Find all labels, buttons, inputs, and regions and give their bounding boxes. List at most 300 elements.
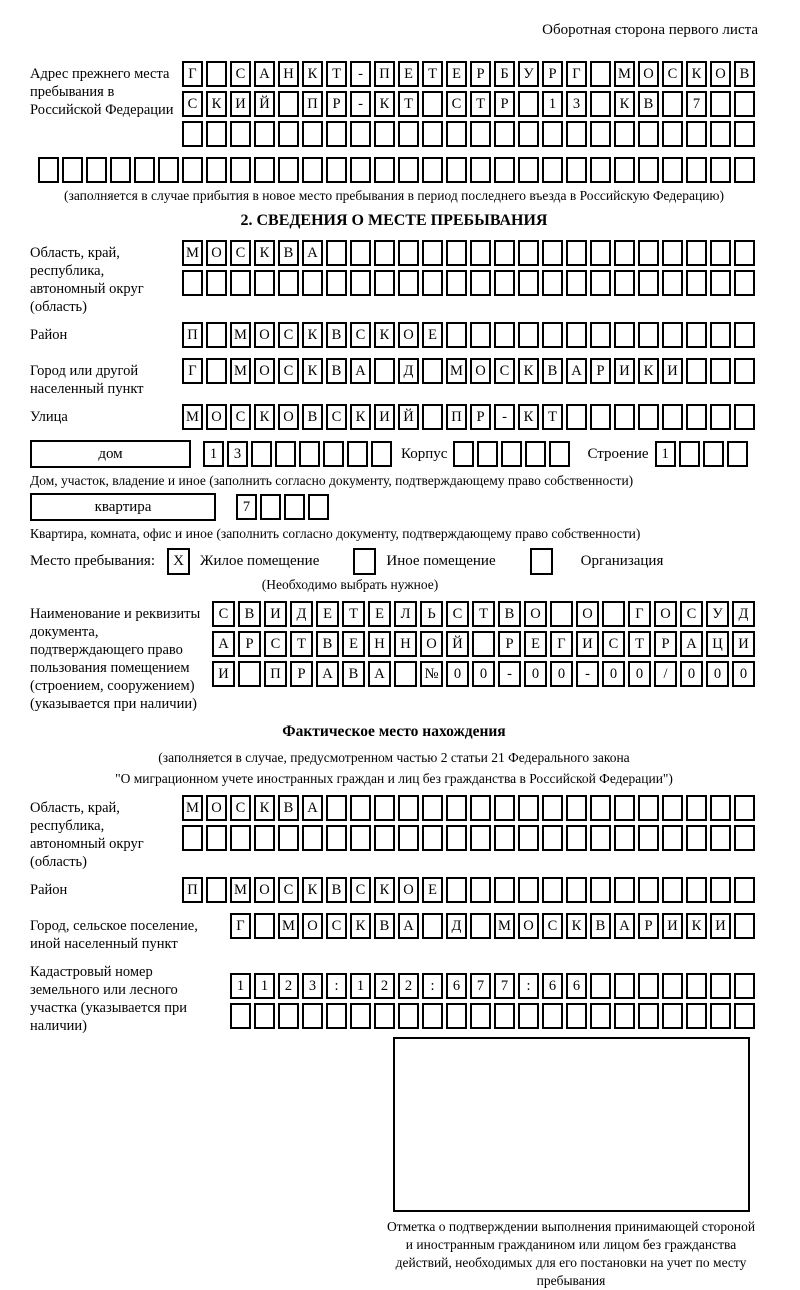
char-box[interactable]: 0 (706, 661, 729, 687)
char-box[interactable]: П (182, 877, 203, 903)
char-box[interactable]: К (614, 91, 635, 117)
char-box[interactable] (566, 877, 587, 903)
char-box[interactable] (566, 1003, 587, 1029)
char-box[interactable] (206, 270, 227, 296)
char-box[interactable]: 7 (686, 91, 707, 117)
char-box[interactable] (446, 877, 467, 903)
char-box[interactable]: Р (638, 913, 659, 939)
char-box[interactable] (446, 322, 467, 348)
char-box[interactable] (470, 913, 491, 939)
char-box[interactable] (374, 240, 395, 266)
char-box[interactable]: В (374, 913, 395, 939)
char-box[interactable]: Г (566, 61, 587, 87)
char-box[interactable] (398, 240, 419, 266)
char-box[interactable] (710, 270, 731, 296)
char-box[interactable]: Е (342, 631, 365, 657)
char-box[interactable] (686, 877, 707, 903)
char-box[interactable]: 1 (254, 973, 275, 999)
char-box[interactable]: А (316, 661, 339, 687)
char-box[interactable]: Н (368, 631, 391, 657)
char-box[interactable]: К (518, 404, 539, 430)
char-box[interactable] (566, 240, 587, 266)
checkbox-inoe[interactable] (353, 548, 376, 575)
char-box[interactable] (662, 795, 683, 821)
char-box[interactable] (638, 795, 659, 821)
char-box[interactable] (206, 825, 227, 851)
char-box[interactable]: Й (398, 404, 419, 430)
char-box[interactable] (727, 441, 748, 467)
char-box[interactable] (230, 157, 251, 183)
char-box[interactable] (662, 157, 683, 183)
char-box[interactable] (590, 825, 611, 851)
char-box[interactable] (590, 61, 611, 87)
char-box[interactable] (614, 121, 635, 147)
char-box[interactable] (326, 1003, 347, 1029)
char-box[interactable]: Р (326, 91, 347, 117)
char-box[interactable] (182, 270, 203, 296)
char-box[interactable] (230, 121, 251, 147)
char-box[interactable] (638, 877, 659, 903)
char-box[interactable] (638, 404, 659, 430)
char-box[interactable]: 2 (278, 973, 299, 999)
char-box[interactable] (542, 322, 563, 348)
char-box[interactable]: И (230, 91, 251, 117)
char-box[interactable] (182, 121, 203, 147)
char-box[interactable] (350, 825, 371, 851)
char-box[interactable] (453, 441, 474, 467)
char-box[interactable] (734, 877, 755, 903)
char-box[interactable]: А (302, 795, 323, 821)
char-box[interactable]: И (732, 631, 755, 657)
char-box[interactable] (525, 441, 546, 467)
char-box[interactable]: О (518, 913, 539, 939)
char-box[interactable]: Т (342, 601, 365, 627)
char-box[interactable]: 3 (227, 441, 248, 467)
char-box[interactable]: И (662, 913, 683, 939)
char-box[interactable] (477, 441, 498, 467)
char-box[interactable]: Т (470, 91, 491, 117)
char-box[interactable] (542, 795, 563, 821)
char-box[interactable]: В (278, 240, 299, 266)
char-box[interactable] (614, 795, 635, 821)
char-box[interactable] (590, 1003, 611, 1029)
char-box[interactable] (278, 121, 299, 147)
char-box[interactable]: 1 (350, 973, 371, 999)
char-box[interactable] (398, 270, 419, 296)
char-box[interactable]: А (302, 240, 323, 266)
char-box[interactable]: С (494, 358, 515, 384)
char-box[interactable] (710, 877, 731, 903)
char-box[interactable]: В (316, 631, 339, 657)
char-box[interactable]: С (278, 358, 299, 384)
char-box[interactable] (686, 358, 707, 384)
char-box[interactable] (686, 404, 707, 430)
char-box[interactable] (638, 270, 659, 296)
char-box[interactable] (278, 157, 299, 183)
char-box[interactable]: 7 (470, 973, 491, 999)
char-box[interactable] (374, 121, 395, 147)
char-box[interactable] (614, 240, 635, 266)
char-box[interactable] (470, 270, 491, 296)
char-box[interactable] (494, 240, 515, 266)
char-box[interactable] (710, 121, 731, 147)
char-box[interactable] (614, 322, 635, 348)
char-box[interactable] (638, 825, 659, 851)
char-box[interactable]: Р (238, 631, 261, 657)
char-box[interactable]: Р (654, 631, 677, 657)
char-box[interactable]: А (398, 913, 419, 939)
char-box[interactable] (710, 795, 731, 821)
char-box[interactable]: Г (550, 631, 573, 657)
char-box[interactable] (260, 494, 281, 520)
checkbox-zhiloe[interactable]: X (167, 548, 190, 575)
char-box[interactable] (302, 270, 323, 296)
char-box[interactable] (374, 157, 395, 183)
char-box[interactable] (710, 240, 731, 266)
char-box[interactable] (734, 913, 755, 939)
char-box[interactable]: 6 (542, 973, 563, 999)
char-box[interactable]: - (576, 661, 599, 687)
char-box[interactable] (566, 121, 587, 147)
char-box[interactable]: С (230, 404, 251, 430)
char-box[interactable]: С (446, 601, 469, 627)
char-box[interactable] (734, 358, 755, 384)
char-box[interactable]: О (654, 601, 677, 627)
char-box[interactable]: М (182, 404, 203, 430)
char-box[interactable]: 3 (302, 973, 323, 999)
char-box[interactable] (302, 1003, 323, 1029)
char-box[interactable] (734, 157, 755, 183)
char-box[interactable] (302, 825, 323, 851)
char-box[interactable] (542, 270, 563, 296)
char-box[interactable]: В (326, 877, 347, 903)
char-box[interactable]: К (638, 358, 659, 384)
char-box[interactable]: В (238, 601, 261, 627)
char-box[interactable]: 7 (236, 494, 257, 520)
char-box[interactable] (350, 1003, 371, 1029)
char-box[interactable] (614, 973, 635, 999)
char-box[interactable] (549, 441, 570, 467)
char-box[interactable]: М (230, 358, 251, 384)
char-box[interactable] (542, 825, 563, 851)
char-box[interactable]: Р (542, 61, 563, 87)
char-box[interactable] (542, 121, 563, 147)
char-box[interactable]: М (614, 61, 635, 87)
char-box[interactable] (614, 404, 635, 430)
char-box[interactable]: О (524, 601, 547, 627)
char-box[interactable]: 1 (655, 441, 676, 467)
char-box[interactable] (686, 795, 707, 821)
char-box[interactable]: 0 (524, 661, 547, 687)
char-box[interactable] (398, 825, 419, 851)
char-box[interactable]: А (212, 631, 235, 657)
char-box[interactable] (638, 240, 659, 266)
char-box[interactable]: Г (182, 61, 203, 87)
char-box[interactable]: А (566, 358, 587, 384)
char-box[interactable] (422, 91, 443, 117)
char-box[interactable]: - (350, 91, 371, 117)
char-box[interactable]: К (350, 404, 371, 430)
char-box[interactable]: С (278, 877, 299, 903)
char-box[interactable]: Р (498, 631, 521, 657)
char-box[interactable] (347, 441, 368, 467)
char-box[interactable]: Л (394, 601, 417, 627)
char-box[interactable] (662, 825, 683, 851)
char-box[interactable]: Р (290, 661, 313, 687)
char-box[interactable]: К (686, 61, 707, 87)
char-box[interactable]: Р (494, 91, 515, 117)
char-box[interactable]: О (254, 358, 275, 384)
char-box[interactable]: П (446, 404, 467, 430)
char-box[interactable] (470, 825, 491, 851)
char-box[interactable] (299, 441, 320, 467)
char-box[interactable] (494, 877, 515, 903)
char-box[interactable] (494, 322, 515, 348)
char-box[interactable] (734, 825, 755, 851)
char-box[interactable] (470, 240, 491, 266)
char-box[interactable] (446, 795, 467, 821)
char-box[interactable]: М (230, 877, 251, 903)
char-box[interactable] (734, 322, 755, 348)
char-box[interactable] (446, 270, 467, 296)
char-box[interactable]: Г (230, 913, 251, 939)
char-box[interactable] (638, 973, 659, 999)
char-box[interactable] (398, 157, 419, 183)
char-box[interactable]: 1 (203, 441, 224, 467)
char-box[interactable]: Е (422, 322, 443, 348)
char-box[interactable] (158, 157, 179, 183)
char-box[interactable] (542, 877, 563, 903)
char-box[interactable] (590, 91, 611, 117)
char-box[interactable]: О (398, 877, 419, 903)
char-box[interactable]: П (374, 61, 395, 87)
char-box[interactable]: О (710, 61, 731, 87)
char-box[interactable]: О (470, 358, 491, 384)
char-box[interactable]: В (326, 322, 347, 348)
char-box[interactable]: Ц (706, 631, 729, 657)
char-box[interactable]: М (278, 913, 299, 939)
char-box[interactable] (254, 1003, 275, 1029)
char-box[interactable]: Б (494, 61, 515, 87)
char-box[interactable]: 6 (446, 973, 467, 999)
char-box[interactable] (703, 441, 724, 467)
char-box[interactable] (662, 91, 683, 117)
char-box[interactable] (394, 661, 417, 687)
char-box[interactable]: А (680, 631, 703, 657)
char-box[interactable]: О (302, 913, 323, 939)
char-box[interactable] (470, 121, 491, 147)
char-box[interactable] (734, 121, 755, 147)
char-box[interactable] (422, 913, 443, 939)
char-box[interactable] (734, 240, 755, 266)
char-box[interactable] (422, 240, 443, 266)
char-box[interactable]: : (518, 973, 539, 999)
char-box[interactable] (278, 1003, 299, 1029)
char-box[interactable]: О (206, 404, 227, 430)
char-box[interactable]: С (662, 61, 683, 87)
char-box[interactable]: Т (542, 404, 563, 430)
char-box[interactable] (206, 61, 227, 87)
char-box[interactable]: У (518, 61, 539, 87)
char-box[interactable] (590, 795, 611, 821)
char-box[interactable]: С (680, 601, 703, 627)
char-box[interactable]: Т (398, 91, 419, 117)
char-box[interactable]: О (398, 322, 419, 348)
char-box[interactable] (230, 1003, 251, 1029)
char-box[interactable]: Д (398, 358, 419, 384)
char-box[interactable] (470, 1003, 491, 1029)
char-box[interactable] (501, 441, 522, 467)
char-box[interactable] (206, 358, 227, 384)
char-box[interactable]: О (254, 877, 275, 903)
char-box[interactable] (254, 825, 275, 851)
char-box[interactable] (710, 358, 731, 384)
char-box[interactable]: П (182, 322, 203, 348)
char-box[interactable]: Р (590, 358, 611, 384)
char-box[interactable] (518, 322, 539, 348)
char-box[interactable] (278, 825, 299, 851)
char-box[interactable] (494, 825, 515, 851)
char-box[interactable] (734, 1003, 755, 1029)
char-box[interactable]: М (182, 240, 203, 266)
char-box[interactable]: А (254, 61, 275, 87)
char-box[interactable] (374, 795, 395, 821)
char-box[interactable]: Т (326, 61, 347, 87)
char-box[interactable]: С (326, 913, 347, 939)
char-box[interactable] (494, 121, 515, 147)
char-box[interactable] (662, 322, 683, 348)
char-box[interactable]: В (638, 91, 659, 117)
char-box[interactable] (602, 601, 625, 627)
char-box[interactable] (326, 121, 347, 147)
char-box[interactable]: М (494, 913, 515, 939)
char-box[interactable]: О (206, 240, 227, 266)
char-box[interactable]: К (302, 61, 323, 87)
char-box[interactable]: 2 (374, 973, 395, 999)
char-box[interactable]: 1 (230, 973, 251, 999)
char-box[interactable] (542, 240, 563, 266)
char-box[interactable]: 0 (550, 661, 573, 687)
char-box[interactable]: П (264, 661, 287, 687)
char-box[interactable]: А (350, 358, 371, 384)
char-box[interactable] (590, 973, 611, 999)
char-box[interactable] (446, 240, 467, 266)
char-box[interactable] (254, 121, 275, 147)
char-box[interactable] (254, 157, 275, 183)
char-box[interactable] (710, 973, 731, 999)
char-box[interactable] (542, 157, 563, 183)
char-box[interactable]: С (350, 322, 371, 348)
char-box[interactable]: Т (422, 61, 443, 87)
char-box[interactable] (254, 913, 275, 939)
char-box[interactable] (422, 795, 443, 821)
char-box[interactable] (518, 240, 539, 266)
char-box[interactable] (206, 121, 227, 147)
char-box[interactable] (734, 91, 755, 117)
char-box[interactable]: О (420, 631, 443, 657)
char-box[interactable] (550, 601, 573, 627)
char-box[interactable]: К (374, 91, 395, 117)
char-box[interactable]: О (638, 61, 659, 87)
char-box[interactable] (494, 270, 515, 296)
char-box[interactable] (662, 240, 683, 266)
char-box[interactable] (494, 1003, 515, 1029)
char-box[interactable]: 0 (446, 661, 469, 687)
char-box[interactable]: № (420, 661, 443, 687)
char-box[interactable]: В (326, 358, 347, 384)
char-box[interactable]: 6 (566, 973, 587, 999)
char-box[interactable] (446, 825, 467, 851)
char-box[interactable] (638, 121, 659, 147)
char-box[interactable]: - (350, 61, 371, 87)
char-box[interactable] (326, 795, 347, 821)
char-box[interactable] (326, 270, 347, 296)
char-box[interactable]: К (374, 877, 395, 903)
char-box[interactable] (374, 270, 395, 296)
char-box[interactable] (614, 270, 635, 296)
char-box[interactable]: С (326, 404, 347, 430)
char-box[interactable]: 7 (494, 973, 515, 999)
char-box[interactable]: С (182, 91, 203, 117)
char-box[interactable]: В (342, 661, 365, 687)
char-box[interactable] (590, 877, 611, 903)
char-box[interactable]: М (230, 322, 251, 348)
char-box[interactable]: К (374, 322, 395, 348)
char-box[interactable] (371, 441, 392, 467)
char-box[interactable]: Е (524, 631, 547, 657)
char-box[interactable]: С (350, 877, 371, 903)
char-box[interactable]: К (254, 404, 275, 430)
char-box[interactable] (446, 1003, 467, 1029)
char-box[interactable] (734, 973, 755, 999)
char-box[interactable] (518, 877, 539, 903)
char-box[interactable] (278, 91, 299, 117)
char-box[interactable] (590, 121, 611, 147)
char-box[interactable] (470, 877, 491, 903)
char-box[interactable] (662, 1003, 683, 1029)
char-box[interactable]: 1 (542, 91, 563, 117)
char-box[interactable]: Й (446, 631, 469, 657)
char-box[interactable] (302, 121, 323, 147)
char-box[interactable] (422, 1003, 443, 1029)
char-box[interactable]: О (254, 322, 275, 348)
char-box[interactable] (566, 795, 587, 821)
char-box[interactable] (275, 441, 296, 467)
char-box[interactable] (230, 270, 251, 296)
char-box[interactable]: И (264, 601, 287, 627)
char-box[interactable] (686, 322, 707, 348)
char-box[interactable]: В (590, 913, 611, 939)
char-box[interactable]: С (230, 240, 251, 266)
char-box[interactable]: К (686, 913, 707, 939)
char-box[interactable] (734, 270, 755, 296)
char-box[interactable]: И (662, 358, 683, 384)
char-box[interactable] (374, 825, 395, 851)
char-box[interactable]: М (182, 795, 203, 821)
char-box[interactable] (518, 91, 539, 117)
char-box[interactable] (284, 494, 305, 520)
char-box[interactable]: Е (446, 61, 467, 87)
char-box[interactable]: К (302, 322, 323, 348)
char-box[interactable]: К (254, 240, 275, 266)
char-box[interactable] (470, 322, 491, 348)
char-box[interactable] (686, 240, 707, 266)
char-box[interactable] (638, 157, 659, 183)
char-box[interactable]: Т (472, 601, 495, 627)
char-box[interactable]: - (498, 661, 521, 687)
char-box[interactable] (494, 795, 515, 821)
char-box[interactable]: В (542, 358, 563, 384)
